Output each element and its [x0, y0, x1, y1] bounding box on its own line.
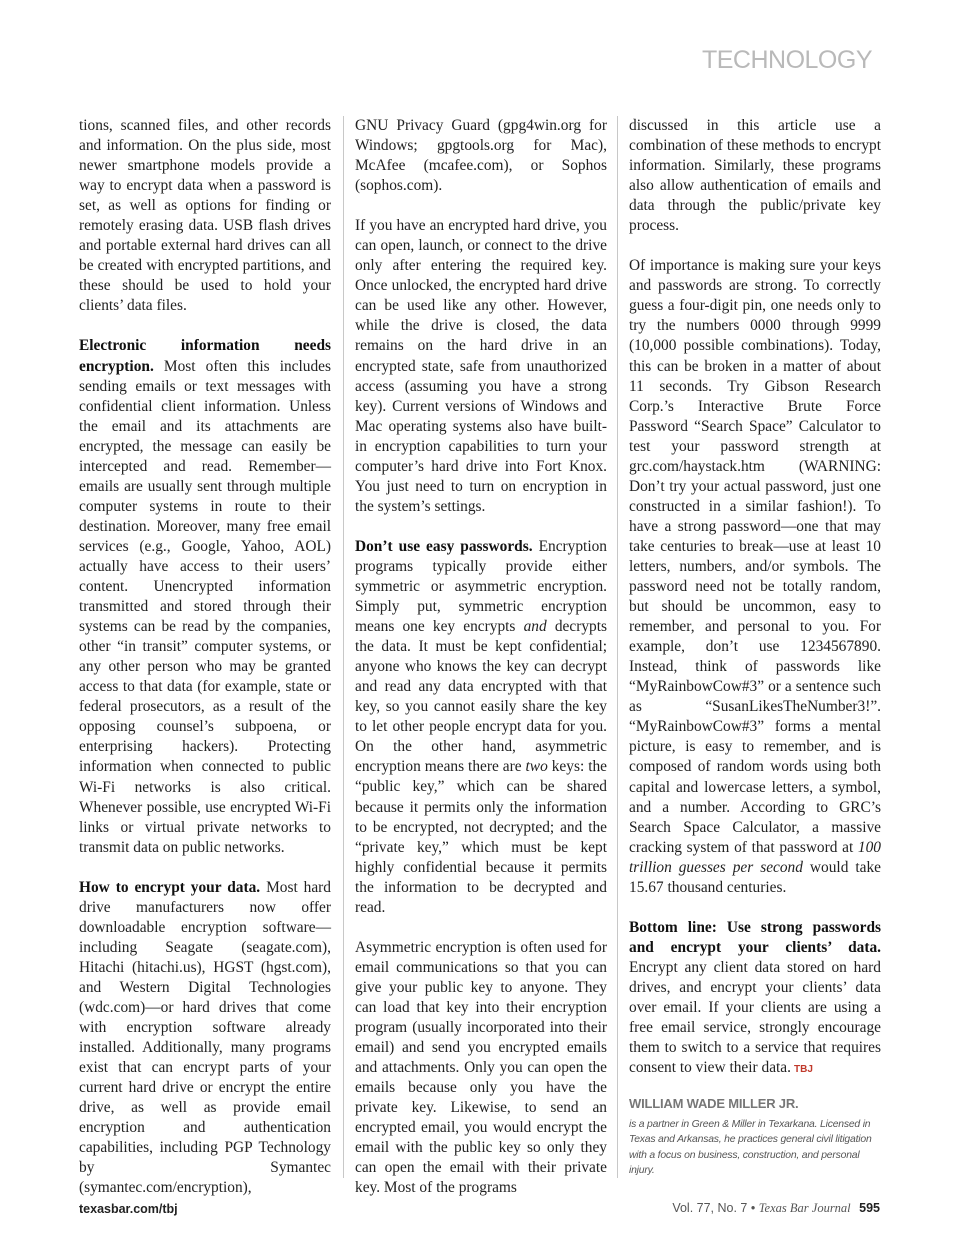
paragraph [629, 256, 881, 898]
subheading: Electronic information needs encryption. [79, 337, 331, 375]
paragraph: tions, scanned files, and other records and information. On the plus side, most newer smartphone models provide a way to encrypt data when a password is set, as well as options for finding or remotely erasing data. USB flash drives and portable external hard drives can all be created with encrypted partitions, and these should be used to hold your clients’ data files. [79, 117, 331, 315]
journal-name: Texas Bar Journal [758, 1201, 851, 1215]
author-bio: is a partner in Green & Miller in Texarkana. Licensed in Texas and Arkansas, he practices general civil litigation with a focus on business, construction, and personal injury. [629, 1119, 872, 1176]
paragraph-text: Most often this includes sending emails or text messages with confidential client information. Unless the email and its attachments are encrypted, the message can easily be intercepted and read. Remember—emails are usually sent through multiple computer systems in route to their destination. Moreover, many free email services (e.g., Google, Yahoo, AOL) actually have access to their users’ content. Unencrypted information transmitted and stored through their systems can be read by the companies, other “in transit” computer systems, or any other person who may be granted access to that data (for example, state or federal prosecutors, as a result of the opposing counsel’s subpoena, or enterprising hackers). Protecting information when connected to public Wi-Fi networks is also critical. Whenever possible, use encrypted Wi-Fi links or virtual private networks to transmit data on public networks. [79, 357, 331, 856]
footer-url[interactable]: texasbar.com/tbj [79, 1202, 178, 1216]
paragraph-text: Encryption programs typically provide either symmetric or asymmetric encryption. Simply put, symmetric encryption means one key encrypts [355, 537, 607, 636]
paragraph: If you have an encrypted hard drive, you can open, launch, or connect to the drive only after entering the required key. Once unlocked, the encrypted hard drive can be used like any other. However, while the drive is closed, the data remains on the hard drive in an encrypted state, safe from unauthorized access (assuming you have a strong key). Current versions of Windows and Mac operating systems also have built-in encryption capabilities to turn your computer’s hard drive into Fort Knox. You just need to turn on encryption in the system’s settings. [355, 217, 607, 515]
article-column-2 [355, 116, 607, 1198]
article-column-3 [629, 116, 881, 1178]
paragraph-text: decrypts the data. It must be kept confidential; anyone who knows the key can decrypt and read any data encrypted with that key, so you cannot easily share the key to let other people encrypt data for you. On the other hand, asymmetric encryption means there are [355, 618, 607, 776]
paragraph-text: Of importance is making sure your keys and passwords are strong. To correctly guess a four-digit pin, one needs only to try the numbers 0000 through 9999 (10,000 possible combinations). Today, this can be broken in a matter of about 11 seconds. Try Gibson Research Corp.’s Interactive Brute Force Password “Search Space” Calculator to test your password strength at grc.com/haystack.htm (WARNING: Don’t try your actual password, just one constructed in a similar fashion!). To have a strong password—one that may take centuries to break—use at least 10 letters, numbers, and/or symbols. The password need not be totally random, but should be uncommon, easy to remember, and personal to you. For example, don’t use 1234567890. Instead, think of passwords like “MyRainbowCow#3” or a sentence such as “SusanLikesTheNumber3!”. “MyRainbowCow#3” forms a mental picture, is easy to remember, and is composed of random words using both capital and lowercase letters, a symbol, and a number. According to GRC’s Search Space Calculator, a massive cracking system of that password at [629, 257, 881, 856]
subheading: Bottom line: Use strong passwords and encrypt your clients’ data. [629, 918, 881, 956]
emphasis: two [525, 758, 548, 776]
paragraph [355, 537, 607, 918]
paragraph-text: Most hard drive manufacturers now offer downloadable encryption software—including Seagate (seagate.com), Hitachi (hitachi.us), HGST (hgst.com), and Western Digital Technologies (wdc.com)—or hard drives that come with encryption software already installed. Additionally, many programs exist that can encrypt parts of your current hard drive or encrypt the entire drive, as well as provide email encryption and authentication capabilities, including PGP Technology by Symantec (symantec.com/encryption), [79, 878, 331, 1197]
author-name: WILLIAM WADE MILLER JR. [629, 1096, 799, 1112]
paragraph-text: Encrypt any client data stored on hard drives, and encrypt your clients’ data over email. If your clients are using a free email service, strongly encourage them to switch to a service that requires consent to view their data. [629, 958, 881, 1077]
end-mark: TBJ [793, 1064, 813, 1076]
paragraph: GNU Privacy Guard (gpg4win.org for Windows; gpgtools.org for Mac), McAfee (mcafee.com), or Sophos (sophos.com). [355, 117, 607, 195]
footer-issue-info [672, 1201, 880, 1216]
column-divider [343, 116, 344, 1178]
subheading: Don’t use easy passwords. [355, 537, 533, 555]
issue-number: Vol. 77, No. 7 [672, 1201, 748, 1215]
paragraph [79, 878, 331, 1199]
paragraph-text: would take 15.67 thousand centuries. [629, 858, 882, 896]
paragraph [79, 336, 331, 857]
page-number: 595 [859, 1201, 880, 1215]
article-column-1 [79, 116, 331, 1198]
emphasis: 100 trillion guesses per second [629, 838, 881, 876]
subheading: How to encrypt your data. [79, 878, 261, 896]
emphasis: and [523, 618, 547, 636]
paragraph: discussed in this article use a combination of these methods to encrypt information. Similarly, these programs also allow authentication of emails and data through the public/private key process. [629, 117, 881, 235]
column-divider [617, 116, 618, 1178]
paragraph [629, 918, 881, 1080]
paragraph: Asymmetric encryption is often used for email communications so that you can give your public key to anyone. They can load that key into their encryption program (usually incorporated into their email) and send you encrypted emails and attachments. Only you can open the emails because only you have the private key. Likewise, to send an encrypted email, you would encrypt the email with the public key so only they can open the email with their private key. Most of the programs [355, 938, 607, 1197]
bullet-separator: • [750, 1201, 756, 1215]
section-title: TECHNOLOGY [701, 46, 872, 74]
paragraph-text: keys: the “public key,” which can be shared because it permits only the information to be encrypted, not decrypted; and the “private key,” which must be kept highly confidential because it permits the information to be decrypted and read. [355, 758, 607, 916]
